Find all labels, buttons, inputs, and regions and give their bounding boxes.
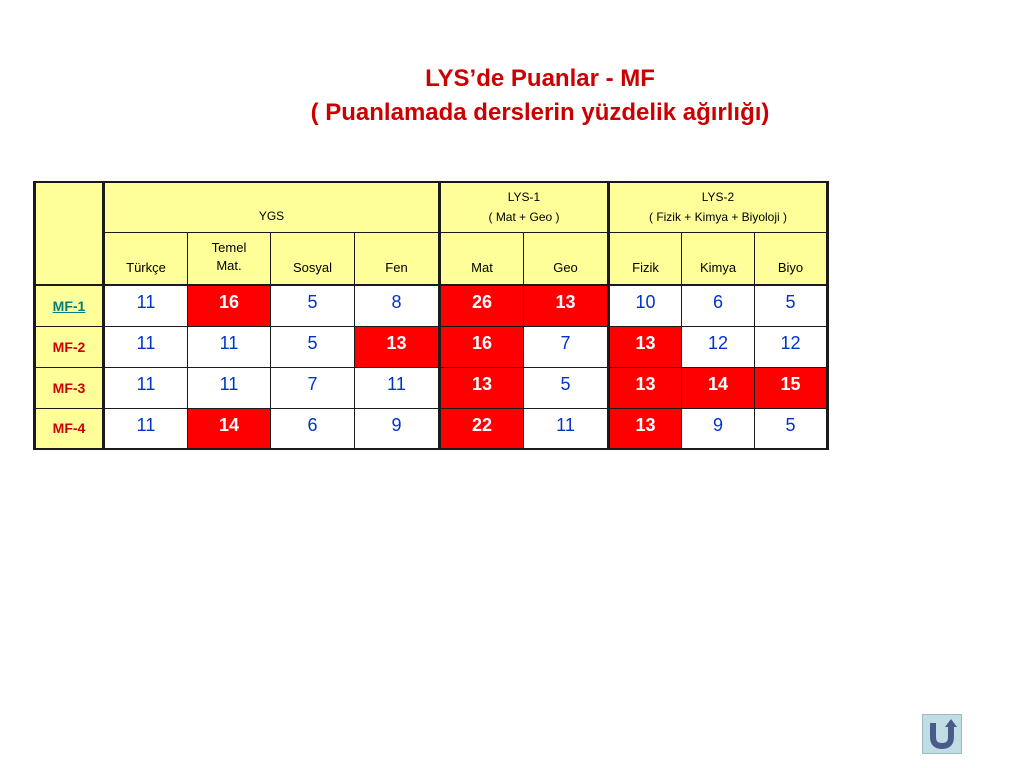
col-header-temel-mat — [188, 232, 271, 285]
row-label-mf4 — [35, 408, 104, 449]
value-cell-highlight: 16 — [188, 285, 271, 326]
lys1-desc: ( Mat + Geo ) — [488, 210, 560, 225]
u-turn-icon — [923, 715, 961, 753]
title-line-2: ( Puanlamada derslerin yüzdelik ağırlığı) — [310, 99, 770, 126]
table-row — [35, 367, 828, 408]
value-cell: 12 — [755, 326, 828, 367]
value-cell: 10 — [609, 285, 682, 326]
fen-label: Fen — [385, 260, 408, 275]
biyo-label: Biyo — [777, 260, 804, 275]
value-cell-highlight: 13 — [609, 367, 682, 408]
mf3-label: MF-3 — [52, 379, 86, 396]
value-cell-highlight: 14 — [188, 408, 271, 449]
value-cell: 7 — [271, 367, 355, 408]
ygs-label: YGS — [258, 208, 285, 223]
value-cell-highlight: 14 — [682, 367, 755, 408]
table-row — [35, 408, 828, 449]
value-cell-highlight: 13 — [355, 326, 440, 367]
row-label-mf3 — [35, 367, 104, 408]
table-row — [35, 285, 828, 326]
col-header-biyo — [755, 232, 828, 285]
value-cell: 11 — [524, 408, 609, 449]
value-cell: 6 — [271, 408, 355, 449]
row-label-mf2 — [35, 326, 104, 367]
col-header-mat — [440, 232, 524, 285]
value-cell: 6 — [682, 285, 755, 326]
return-button[interactable] — [922, 714, 962, 754]
col-header-turkce — [104, 232, 188, 285]
mat-abbr-label: Mat. — [216, 258, 242, 273]
value-cell-highlight: 15 — [755, 367, 828, 408]
value-cell: 8 — [355, 285, 440, 326]
mf4-label: MF-4 — [52, 420, 86, 437]
value-cell: 7 — [524, 326, 609, 367]
col-header-fen — [355, 232, 440, 285]
value-cell: 11 — [188, 326, 271, 367]
lys2-label: LYS-2 — [701, 190, 735, 205]
title-line-1: LYS’de Puanlar - MF — [425, 65, 655, 92]
value-cell: 5 — [271, 285, 355, 326]
value-cell-highlight: 13 — [609, 326, 682, 367]
group-header-ygs — [104, 182, 440, 232]
value-cell: 11 — [355, 367, 440, 408]
page-title — [0, 62, 1024, 130]
turkce-label: Türkçe — [126, 260, 166, 275]
corner-cell — [35, 182, 104, 285]
mf2-label: MF-2 — [52, 338, 86, 355]
value-cell: 11 — [104, 367, 188, 408]
value-cell: 9 — [355, 408, 440, 449]
value-cell: 11 — [104, 285, 188, 326]
value-cell: 9 — [682, 408, 755, 449]
geo-label: Geo — [553, 260, 578, 275]
lys2-desc: ( Fizik + Kimya + Biyoloji ) — [648, 210, 788, 225]
col-header-fizik — [609, 232, 682, 285]
value-cell-highlight: 26 — [440, 285, 524, 326]
fizik-label: Fizik — [632, 260, 659, 275]
score-weight-table — [33, 181, 829, 450]
col-header-geo — [524, 232, 609, 285]
value-cell: 5 — [524, 367, 609, 408]
value-cell-highlight: 16 — [440, 326, 524, 367]
value-cell: 11 — [104, 408, 188, 449]
mf1-label[interactable]: MF-1 — [52, 297, 86, 314]
col-header-sosyal — [271, 232, 355, 285]
row-label-mf1-link[interactable] — [35, 285, 104, 326]
value-cell: 5 — [755, 285, 828, 326]
value-cell-highlight: 22 — [440, 408, 524, 449]
value-cell: 11 — [188, 367, 271, 408]
value-cell-highlight: 13 — [524, 285, 609, 326]
temel-label: Temel — [211, 240, 247, 255]
kimya-label: Kimya — [699, 260, 737, 275]
value-cell: 11 — [104, 326, 188, 367]
lys1-label: LYS-1 — [507, 190, 541, 205]
col-header-kimya — [682, 232, 755, 285]
group-header-lys1 — [440, 182, 609, 232]
mat-label: Mat — [471, 260, 493, 275]
group-header-lys2 — [609, 182, 828, 232]
value-cell: 5 — [271, 326, 355, 367]
value-cell: 12 — [682, 326, 755, 367]
table-row — [35, 326, 828, 367]
value-cell-highlight: 13 — [440, 367, 524, 408]
value-cell-highlight: 13 — [609, 408, 682, 449]
sosyal-label: Sosyal — [292, 260, 333, 275]
value-cell: 5 — [755, 408, 828, 449]
